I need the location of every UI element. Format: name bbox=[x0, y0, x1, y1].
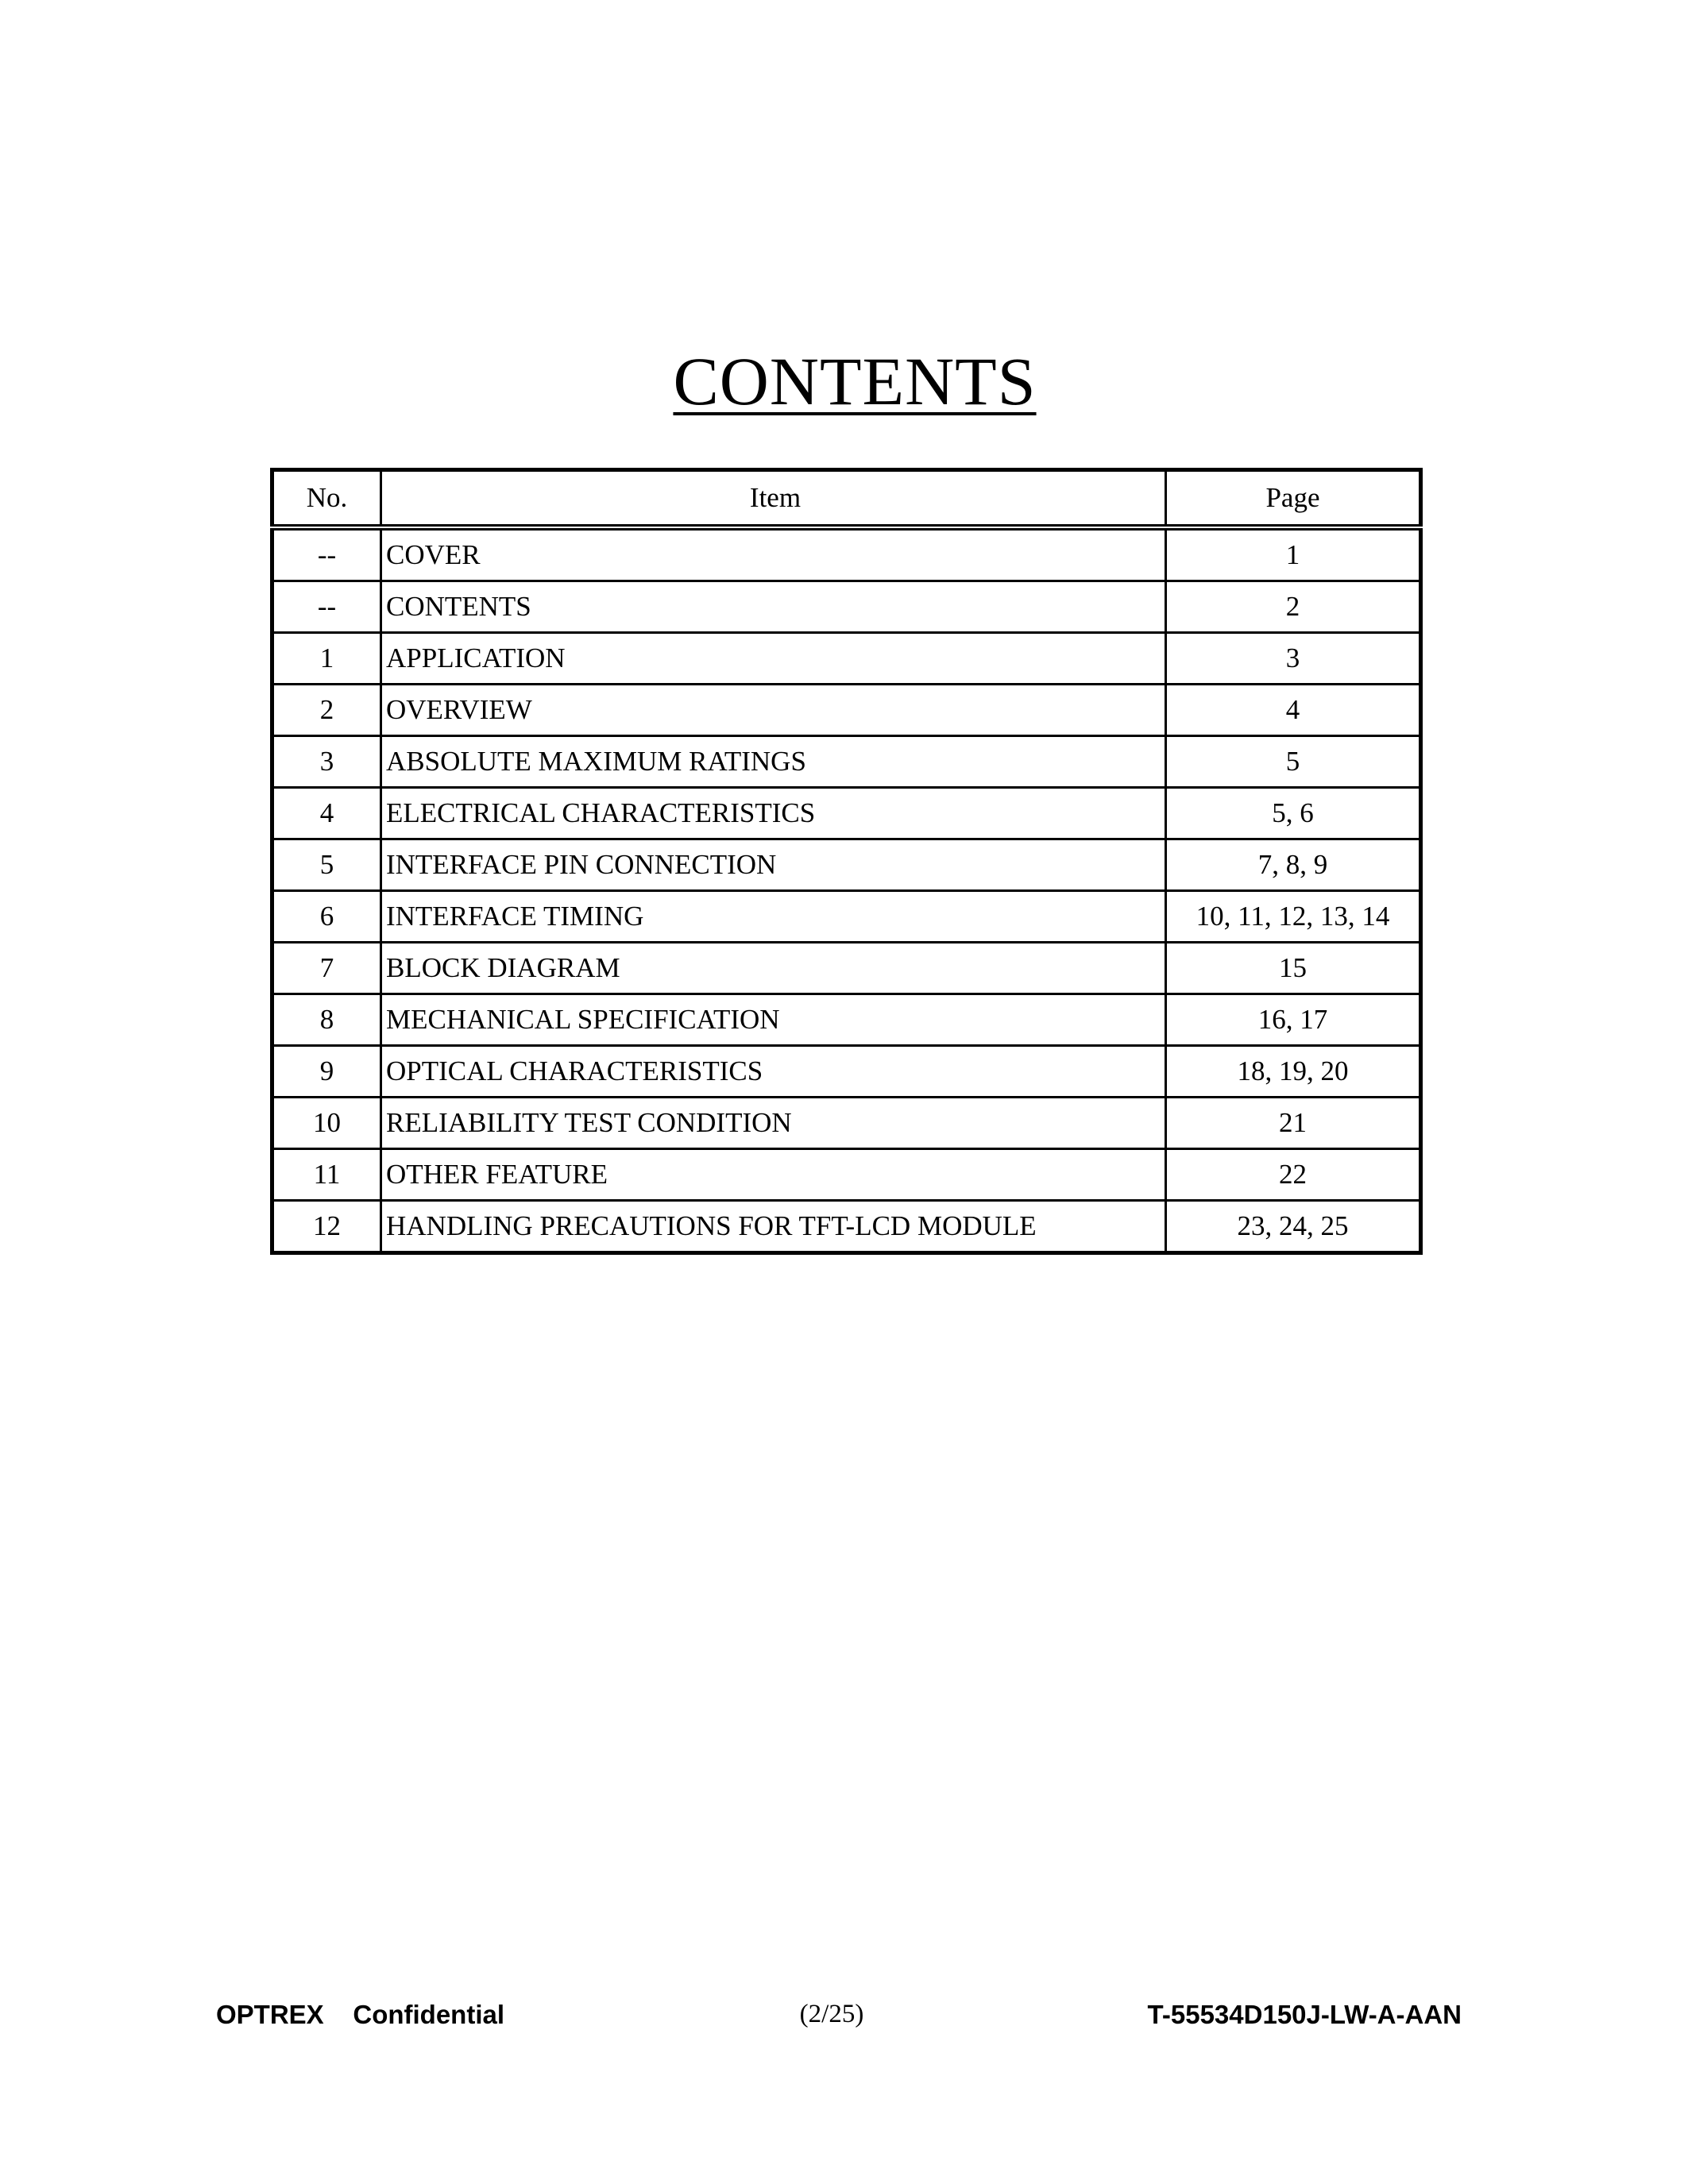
row-no: 8 bbox=[272, 994, 381, 1046]
table-row bbox=[272, 839, 1421, 891]
row-page: 3 bbox=[1166, 633, 1421, 685]
row-item: INTERFACE TIMING bbox=[381, 891, 1166, 943]
row-no: 12 bbox=[272, 1201, 381, 1253]
row-no: 7 bbox=[272, 943, 381, 994]
row-item: RELIABILITY TEST CONDITION bbox=[381, 1098, 1166, 1149]
row-no: 6 bbox=[272, 891, 381, 943]
table-row bbox=[272, 1149, 1421, 1201]
table-row bbox=[272, 1046, 1421, 1098]
footer-page-number: (2/25) bbox=[799, 2000, 864, 2028]
row-no: 10 bbox=[272, 1098, 381, 1149]
footer-model-number: T-55534D150J-LW-A-AAN bbox=[1147, 2000, 1462, 2029]
table-row bbox=[272, 943, 1421, 994]
row-no: 11 bbox=[272, 1149, 381, 1201]
row-item: APPLICATION bbox=[381, 633, 1166, 685]
row-item: ABSOLUTE MAXIMUM RATINGS bbox=[381, 736, 1166, 788]
footer-company: OPTREX Confidential bbox=[216, 2000, 505, 2029]
row-no: 4 bbox=[272, 788, 381, 839]
row-page: 1 bbox=[1166, 527, 1421, 581]
row-page: 7, 8, 9 bbox=[1166, 839, 1421, 891]
table-header-row bbox=[272, 470, 1421, 528]
row-item: INTERFACE PIN CONNECTION bbox=[381, 839, 1166, 891]
row-page: 21 bbox=[1166, 1098, 1421, 1149]
row-page: 15 bbox=[1166, 943, 1421, 994]
row-item: OVERVIEW bbox=[381, 685, 1166, 736]
row-no: 3 bbox=[272, 736, 381, 788]
row-item: BLOCK DIAGRAM bbox=[381, 943, 1166, 994]
page-title: CONTENTS bbox=[673, 343, 1037, 419]
row-item: OTHER FEATURE bbox=[381, 1149, 1166, 1201]
row-item: COVER bbox=[381, 527, 1166, 581]
row-item: HANDLING PRECAUTIONS FOR TFT-LCD MODULE bbox=[381, 1201, 1166, 1253]
row-page: 4 bbox=[1166, 685, 1421, 736]
table-row bbox=[272, 788, 1421, 839]
row-no: -- bbox=[272, 581, 381, 633]
row-item: OPTICAL CHARACTERISTICS bbox=[381, 1046, 1166, 1098]
table-row bbox=[272, 581, 1421, 633]
row-page: 18, 19, 20 bbox=[1166, 1046, 1421, 1098]
row-no: 5 bbox=[272, 839, 381, 891]
row-page: 5, 6 bbox=[1166, 788, 1421, 839]
header-page: Page bbox=[1166, 470, 1421, 528]
row-no: -- bbox=[272, 527, 381, 581]
table-row bbox=[272, 1098, 1421, 1149]
table-row bbox=[272, 736, 1421, 788]
row-item: ELECTRICAL CHARACTERISTICS bbox=[381, 788, 1166, 839]
header-item: Item bbox=[381, 470, 1166, 528]
header-no: No. bbox=[272, 470, 381, 528]
table-row bbox=[272, 685, 1421, 736]
table-row bbox=[272, 994, 1421, 1046]
row-page: 22 bbox=[1166, 1149, 1421, 1201]
table-row bbox=[272, 527, 1421, 581]
row-page: 16, 17 bbox=[1166, 994, 1421, 1046]
row-item: MECHANICAL SPECIFICATION bbox=[381, 994, 1166, 1046]
table-row bbox=[272, 633, 1421, 685]
row-page: 2 bbox=[1166, 581, 1421, 633]
row-page: 5 bbox=[1166, 736, 1421, 788]
contents-table bbox=[270, 468, 1423, 1255]
row-page: 23, 24, 25 bbox=[1166, 1201, 1421, 1253]
row-no: 1 bbox=[272, 633, 381, 685]
row-no: 2 bbox=[272, 685, 381, 736]
row-no: 9 bbox=[272, 1046, 381, 1098]
table-row bbox=[272, 1201, 1421, 1253]
row-item: CONTENTS bbox=[381, 581, 1166, 633]
row-page: 10, 11, 12, 13, 14 bbox=[1166, 891, 1421, 943]
table-row bbox=[272, 891, 1421, 943]
